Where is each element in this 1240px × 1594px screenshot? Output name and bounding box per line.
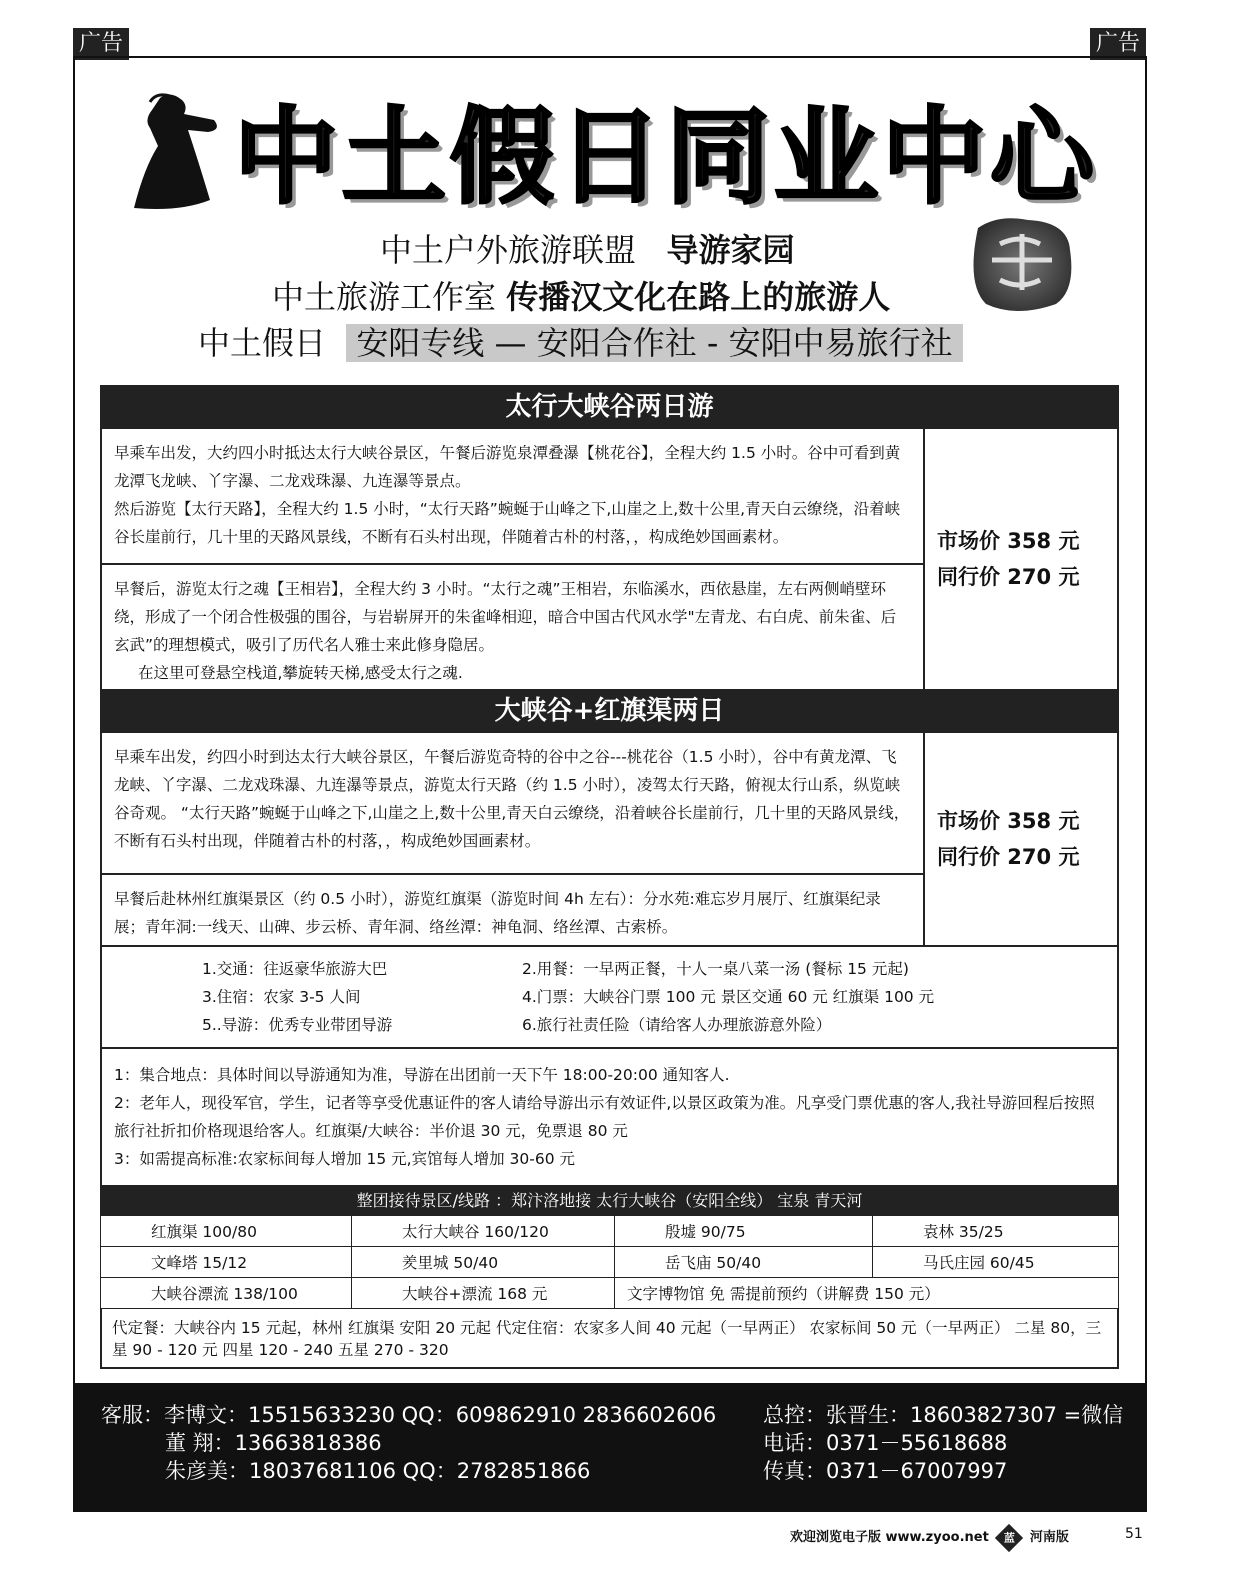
guide-home: 导游家园: [666, 231, 795, 269]
slogan: 传播汉文化在路上的旅游人: [506, 278, 891, 316]
tour2-prices: [925, 733, 1117, 945]
table-row: [101, 1278, 1119, 1309]
tour1-peer-price: 同行价 270 元: [937, 565, 1080, 589]
tour1-title: 太行大峡谷两日游: [100, 385, 1119, 429]
contact-line: 客服：李博文：15515633230 QQ：609862910 2836602606: [101, 1403, 717, 1427]
tour2-market-price: 市场价 358 元: [937, 809, 1080, 833]
tour1-day2-para1: 早餐后，游览太行之魂【王相岩】，全程大约 3 小时。“太行之魂”王相岩，东临溪水，西依悬崖，左右两侧峭壁环绕，形成了一个闭合性极强的围谷，与岩崭屏开的朱雀峰相迎，暗合中国古代风水学"左青龙、右白虎、前朱雀、后玄武”的理想模式，吸引了历代名人雅士来此修身隐居。: [114, 580, 897, 654]
table-row: [101, 1216, 1119, 1247]
tour1-day2: [102, 565, 923, 689]
contact-line: 朱彦美：18037681106 QQ：2782851866: [165, 1459, 591, 1483]
tour1-prices: [925, 429, 1117, 689]
contact-right: [763, 1401, 1123, 1485]
contact-line: 总控：张晋生：18603827307 =微信: [763, 1403, 1124, 1427]
prices-header: 整团接待景区/线路 ：郑汴洛地接 太行大峡谷（安阳全线） 宝泉 青天河: [100, 1187, 1119, 1215]
tour1-day1: [102, 429, 923, 565]
logo-char: 蓝: [1003, 1530, 1015, 1544]
page-footer: [790, 1526, 1069, 1548]
price-cell: 文峰塔 15/12: [101, 1247, 352, 1278]
included-item: 5..导游：优秀专业带团导游: [202, 1016, 393, 1034]
tour2-itinerary: [102, 733, 925, 945]
price-cell: 马氏庄园 60/45: [873, 1247, 1119, 1278]
tour2-day1: 早乘车出发，约四小时到达太行大峡谷景区，午餐后游览奇特的谷中之谷---桃花谷（1.5 小时），谷中有黄龙潭、飞龙峡、丫字瀑、二龙戏珠瀑、九连瀑等景点，游览太行天路（约 1.5 小时），凌驾太行天路，俯视太行山系，纵览峡谷奇观。 “太行天路”蜿蜒于山峰之下,山崖之上,数十公里,青天白云缭绕，沿着峡谷长崖前行，几十里的天路风景线，不断有石头村出现，伴随着古朴的村落，，构成绝妙国画素材。: [102, 733, 923, 875]
itinerary-table: [100, 385, 1119, 1369]
tour2-row: [100, 733, 1119, 945]
price-cell: 羑里城 50/40: [352, 1247, 615, 1278]
price-cell: 殷墟 90/75: [615, 1216, 873, 1247]
anyang-line: 安阳专线 — 安阳合作社 - 安阳中易旅行社: [346, 324, 962, 362]
subtitle-line-1: [380, 230, 795, 270]
price-cell: 袁林 35/25: [873, 1216, 1119, 1247]
note-item: 3：如需提高标准:农家标间每人增加 15 元,宾馆每人增加 30-60 元: [114, 1150, 575, 1168]
tour1-itinerary: [102, 429, 925, 689]
notes: [100, 1049, 1119, 1187]
included-item: 6.旅行社责任险（请给客人办理旅游意外险）: [522, 1016, 832, 1034]
contact-line: 董 翔：13663818386: [165, 1431, 382, 1455]
tour2-title: 大峡谷+红旗渠两日: [100, 689, 1119, 733]
zoyo-logo-icon: [995, 1523, 1023, 1551]
attraction-prices: [100, 1215, 1119, 1309]
price-cell: 太行大峡谷 160/120: [352, 1216, 615, 1247]
price-cell: 大峡谷+漂流 168 元: [352, 1278, 615, 1309]
note-item: 1：集合地点：具体时间以导游通知为准，导游在出团前一天下午 18:00-20:00 通知客人.: [114, 1066, 730, 1084]
table-row: [101, 1247, 1119, 1278]
contact-line: 传真：0371－67007997: [763, 1459, 1008, 1483]
tour1-row: [100, 429, 1119, 689]
price-cell: 文字博物馆 免 需提前预约（讲解费 150 元）: [615, 1278, 1119, 1309]
note-item: 2：老年人，现役军官，学生，记者等享受优惠证件的客人请给导游出示有效证件,以景区政策为准。凡享受门票优惠的客人,我社导游回程后按照旅行社折扣价格现退给客人。红旗渠/大峡谷：半价退 30 元，免票退 80 元: [114, 1094, 1095, 1140]
page-number: 51: [1125, 1526, 1143, 1542]
alliance-name: 中土户外旅游联盟: [380, 231, 637, 269]
tour1-day2-para2: 在这里可登悬空栈道,攀旋转天梯,感受太行之魂.: [138, 664, 463, 682]
contact-line: 电话：0371－55618688: [763, 1431, 1008, 1455]
price-cell: 岳飞庙 50/40: [615, 1247, 873, 1278]
included-item: 1.交通：往返豪华旅游大巴: [202, 960, 388, 978]
ad-tag-left: 广告: [73, 28, 129, 60]
included-item: 2.用餐：一早两正餐，十人一桌八菜一汤 (餐标 15 元起): [522, 960, 909, 978]
website-text: 欢迎浏览电子版 www.zyoo.net: [790, 1530, 989, 1545]
contact-left: [101, 1401, 716, 1485]
tour1-day1-para2: 然后游览【太行天路】，全程大约 1.5 小时，“太行天路”蜿蜒于山峰之下,山崖之上,数十公里,青天白云缭绕，沿着峡谷长崖前行，几十里的天路风景线，不断有石头村出现，伴随着古朴的村落，，构成绝妙国画素材。: [114, 500, 901, 546]
included-services: [100, 945, 1119, 1049]
seal-stamp-icon: [970, 214, 1074, 314]
tour2-peer-price: 同行价 270 元: [937, 845, 1080, 869]
included-item: 4.门票：大峡谷门票 100 元 景区交通 60 元 红旗渠 100 元: [522, 988, 935, 1006]
price-cell: 大峡谷漂流 138/100: [101, 1278, 352, 1309]
brand-name: 中土假日: [198, 324, 327, 362]
tour2-day2: 早餐后赴林州红旗渠景区（约 0.5 小时），游览红旗渠（游览时间 4h 左右）：分水苑:难忘岁月展厅、红旗渠纪录展；青年洞:一线天、山碑、步云桥、青年洞、络丝潭：神龟洞、络丝潭、古索桥。: [114, 890, 881, 936]
tour1-day1-para1: 早乘车出发，大约四小时抵达太行大峡谷景区，午餐后游览泉潭叠瀑【桃花谷】，全程大约 1.5 小时。谷中可看到黄龙潭飞龙峡、丫字瀑、二龙戏珠瀑、九连瀑等景点。: [114, 444, 901, 490]
subtitle-line-2: [272, 277, 890, 317]
booking-note: 代定餐：大峡谷内 15 元起，林州 红旗渠 安阳 20 元起 代定住宿：农家多人间 40 元起（一早两正） 农家标间 50 元（一早两正） 二星 80，三星 90 - 120 元 四星 120 - 240 五星 270 - 320: [100, 1309, 1119, 1369]
hanfu-figure-icon: [130, 88, 230, 218]
price-cell: 红旗渠 100/80: [101, 1216, 352, 1247]
tour1-market-price: 市场价 358 元: [937, 529, 1080, 553]
included-item: 3.住宿：农家 3-5 人间: [202, 988, 361, 1006]
studio-name: 中土旅游工作室: [272, 278, 497, 316]
ad-tag-right: 广告: [1090, 28, 1146, 60]
subtitle-line-3: [198, 323, 963, 363]
edition-label: 河南版: [1029, 1530, 1069, 1545]
main-title: 中土假日同业中心: [234, 96, 1099, 218]
contact-footer: [73, 1383, 1147, 1511]
